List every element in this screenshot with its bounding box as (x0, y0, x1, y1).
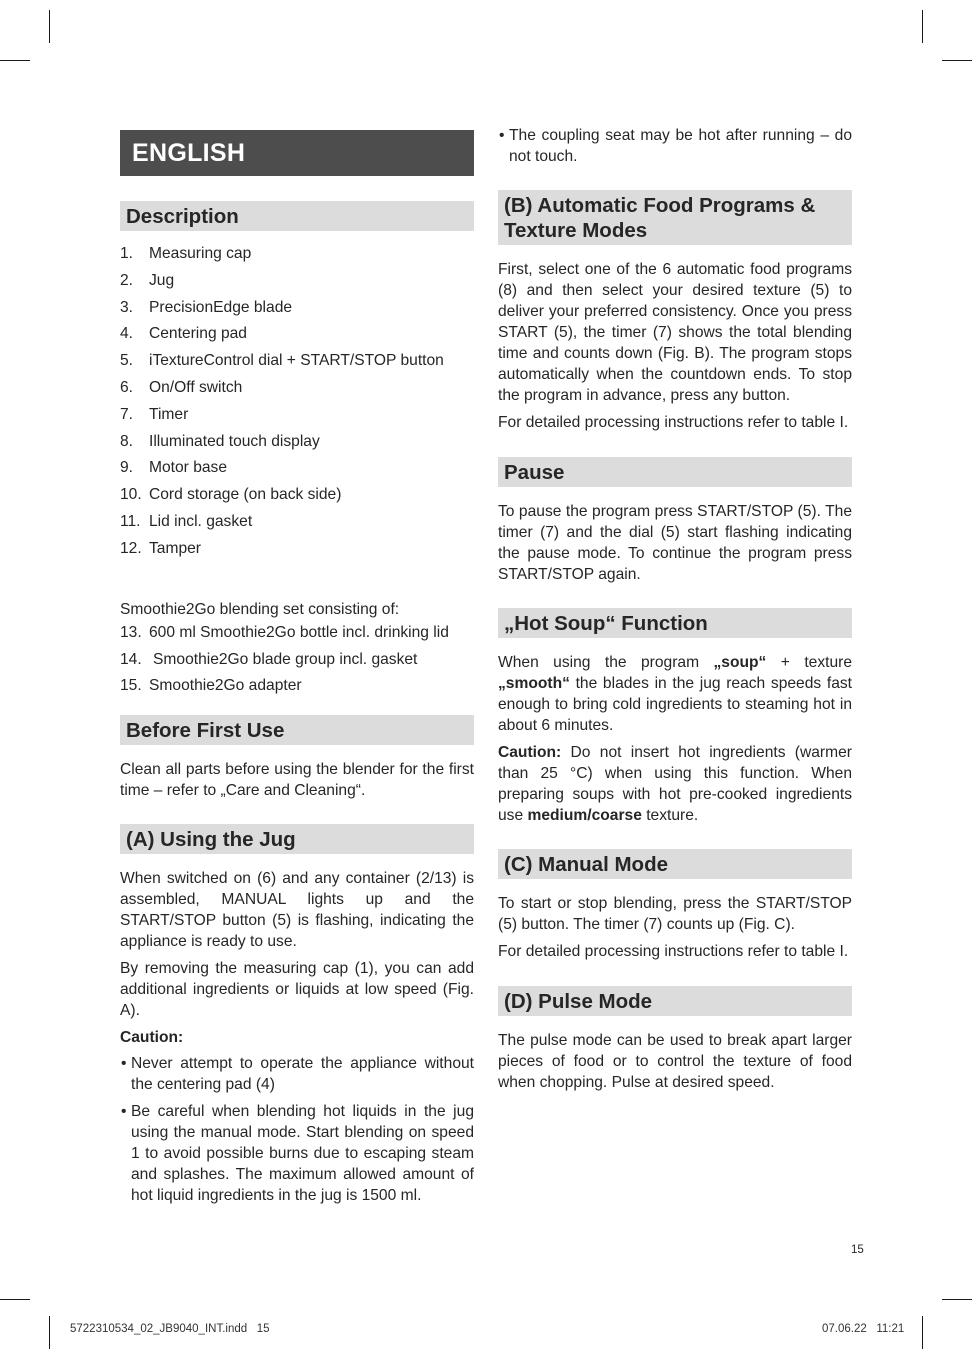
manual-mode-heading: (C) Manual Mode (498, 849, 852, 879)
list-item: 2. Jug (120, 271, 175, 289)
list-item: • The coupling seat may be hot after running – do not touch. (499, 127, 852, 165)
crop-mark (922, 1316, 923, 1349)
list-item: 11. Lid incl. gasket (120, 512, 253, 530)
pause-heading: Pause (498, 457, 852, 487)
list-item: 13. 600 ml Smoothie2Go bottle incl. drinking lid (120, 623, 449, 641)
page-number: 15 (851, 1244, 864, 1256)
date-time: 07.06.22 11:21 (822, 1323, 905, 1335)
auto-programs-heading: (B) Automatic Food Programs & Texture Modes (498, 190, 852, 245)
caution-label: Caution: (120, 1029, 184, 1047)
crop-mark (942, 1299, 972, 1300)
using-jug-heading: (A) Using the Jug (120, 824, 474, 854)
pulse-mode-text: The pulse mode can be used to break apart larger pieces of food or to control the texture of food when chopping. Pulse at desired speed. (498, 1032, 852, 1091)
list-item: 14. Smoothie2Go blade group incl. gasket (120, 650, 418, 668)
list-item: 3. PrecisionEdge blade (120, 298, 293, 316)
crop-mark (0, 1299, 30, 1300)
set-intro: Smoothie2Go blending set consisting of: (120, 600, 400, 618)
right-column (498, 125, 852, 1093)
auto-programs-para-2: For detailed processing instructions refer to table I. (498, 414, 849, 431)
using-jug-para-2: By removing the measuring cap (1), you can add additional ingredients or liquids at low speed (Fig. A). (120, 960, 474, 1020)
list-item: 4. Centering pad (120, 325, 247, 343)
list-item: 10. Cord storage (on back side) (120, 486, 342, 504)
crop-mark (0, 60, 30, 61)
crop-mark (49, 1316, 50, 1349)
pause-text: To pause the program press START/STOP (5). The timer (7) and the dial (5) start flashing indicating the pause mode. To continue the program press START/STOP again. (498, 503, 852, 583)
list-item: 5. iTextureControl dial + START/STOP button (120, 352, 444, 370)
crop-mark (942, 60, 972, 61)
list-item: • Be careful when blending hot liquids in the jug using the manual mode. Start blending on speed 1 to avoid possible burns due to escaping steam and splashes. The maximum allowed amount of hot liquid ingredients in the jug is 1500 ml. (121, 1103, 474, 1205)
before-first-use-heading: Before First Use (120, 715, 474, 745)
list-item: 9. Motor base (120, 459, 228, 477)
file-slug: 5722310534_02_JB9040_INT.indd 15 (70, 1323, 270, 1335)
manual-mode-para-2: For detailed processing instructions refer to table I. (498, 943, 849, 960)
caution-list (120, 1053, 474, 1206)
list-item: 1. Measuring cap (120, 245, 252, 262)
list-item: • Never attempt to operate the appliance without the centering pad (4) (121, 1055, 474, 1094)
list-item: 12. Tamper (120, 539, 201, 557)
list-item: 8. Illuminated touch display (120, 432, 320, 450)
description-heading: Description (120, 201, 474, 231)
hot-soup-heading: „Hot Soup“ Function (498, 608, 852, 638)
list-item: 6. On/Off switch (120, 378, 243, 396)
language-banner: ENGLISH (120, 130, 474, 176)
list-item: 15. Smoothie2Go adapter (120, 677, 302, 695)
left-column (120, 125, 474, 1212)
list-item: 7. Timer (120, 405, 189, 423)
crop-mark (922, 10, 923, 43)
crop-mark (49, 10, 50, 43)
manual-mode-para-1: To start or stop blending, press the START/STOP (5) button. The timer (7) counts up (Fig. C). (498, 895, 852, 933)
caution-list-continued (498, 125, 852, 167)
set-list (120, 622, 474, 697)
pulse-mode-heading: (D) Pulse Mode (498, 986, 852, 1016)
hot-soup-para-2: Caution: Do not insert hot ingredients (warmer than 25 °C) when using this function. When preparing soups with hot pre-cooked ingredients use medium/coarse texture. (498, 744, 852, 824)
before-first-use-text: Clean all parts before using the blender for the first time – refer to „Care and Cleaning“. (120, 761, 474, 800)
using-jug-para-1: When switched on (6) and any container (2/13) is assembled, MANUAL lights up and the START/STOP button (5) is flashing, indicating the appliance is ready to use. (120, 870, 474, 951)
hot-soup-para-1: When using the program „soup“ + texture „smooth“ the blades in the jug reach speeds fast enough to bring cold ingredients to steaming hot in about 6 minutes. (498, 654, 852, 734)
auto-programs-para-1: First, select one of the 6 automatic food programs (8) and then select your desired texture (5) to deliver your preferred consistency. Once you press START (5), the timer (7) shows the total blending time and counts down (Fig. B). The program stops automatically when the countdown ends. To stop the program in advance, press any button. (498, 261, 852, 404)
description-list (120, 244, 474, 559)
